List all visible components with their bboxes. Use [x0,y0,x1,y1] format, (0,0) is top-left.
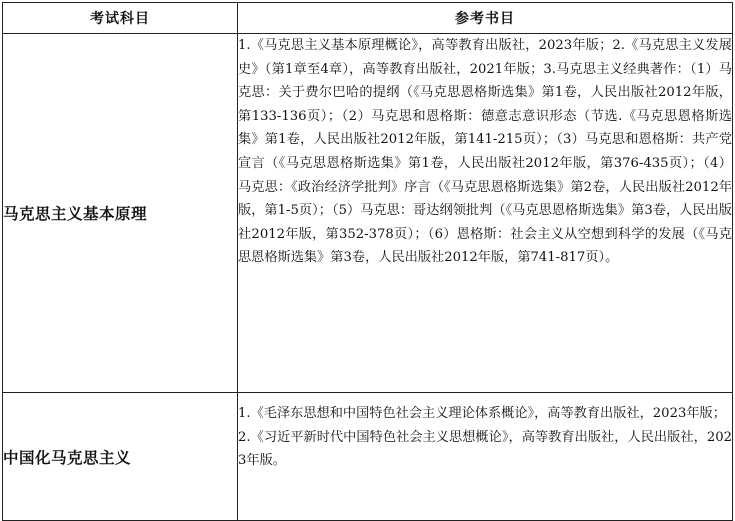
header-reference-books: 参考书目 [238,3,733,34]
books-cell: 1.《毛泽东思想和中国特色社会主义理论体系概论》，高等教育出版社，2023年版； 2.《习近平新时代中国特色社会主义思想概论》，高等教育出版社，人民出版社，2023年版。 [238,393,733,521]
header-exam-subject: 考试科目 [3,3,238,34]
table-row [3,34,733,393]
subject-cell: 马克思主义基本原理 [3,34,238,393]
subject-cell: 中国化马克思主义 [3,393,238,521]
reference-books-table [2,2,733,521]
books-cell: 1.《马克思主义基本原理概论》，高等教育出版社，2023年版；2.《马克思主义发展史》（第1章至4章），高等教育出版社，2021年版；3.马克思主义经典著作：（1）马克思：关于费尔巴哈的提纲（《马克思恩格斯选集》第1卷，人民出版社2012年版，第133-136页）；（2）马克思和恩格斯：德意志意识形态（节选.《马克思恩格斯选集》第1卷，人民出版社2012年版，第141-215页）；（3）马克思和恩格斯：共产党宣言（《马克思恩格斯选集》第1卷，人民出版社2012年版，第376-435页）；（4）马克思：《政治经济学批判》序言（《马克思恩格斯选集》第2卷，人民出版社2012年版，第1-5页）；（5）马克思：哥达纲领批判（《马克思恩格斯选集》第3卷，人民出版社2012年版，第352-378页）；（6）恩格斯：社会主义从空想到科学的发展（《马克思恩格斯选集》第3卷，人民出版社2012年版，第741-817页）。 [238,34,733,393]
table-header-row [3,3,733,34]
table-row [3,393,733,521]
